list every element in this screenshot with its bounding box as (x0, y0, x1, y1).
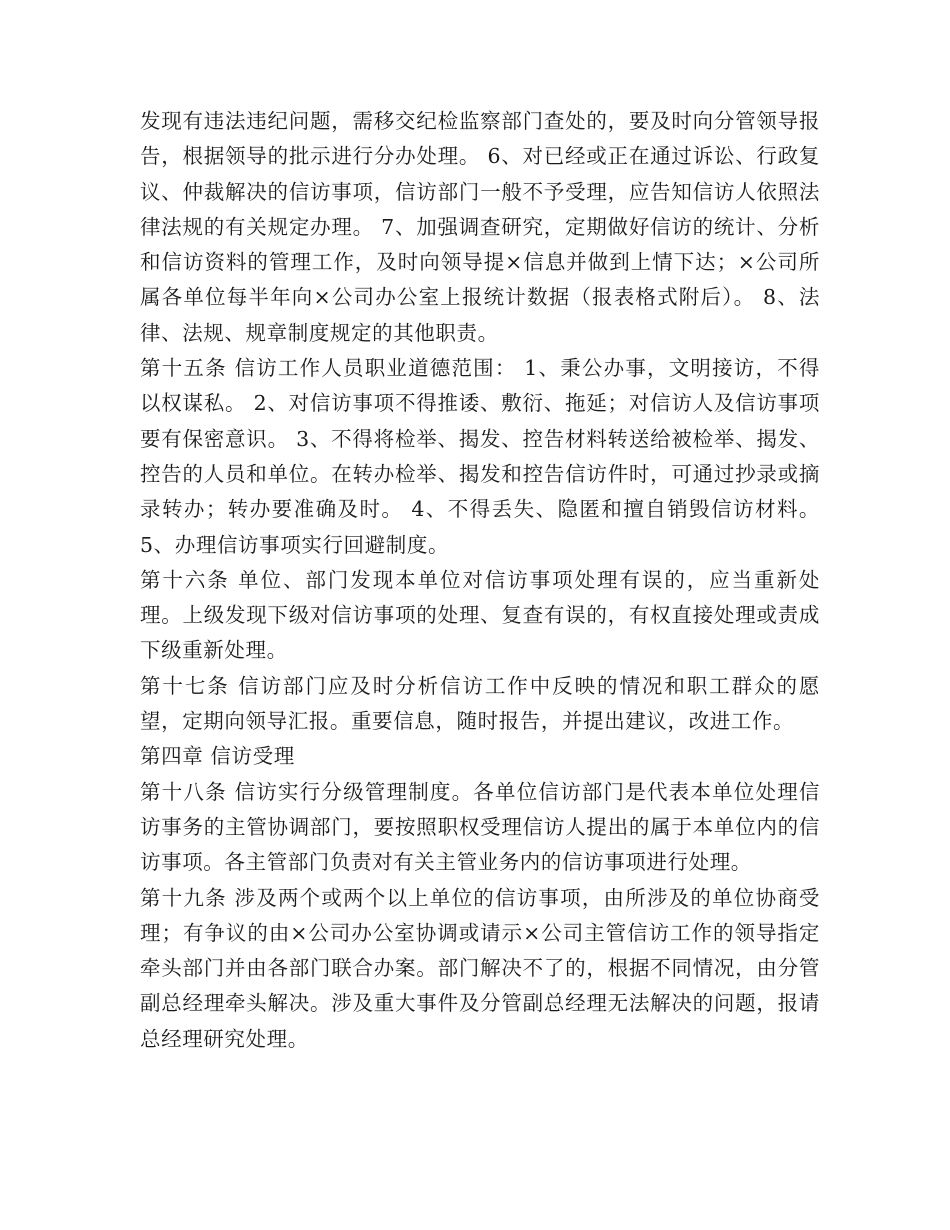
paragraph-article-19: 第十九条 涉及两个或两个以上单位的信访事项，由所涉及的单位协商受理；有争议的由×公司办公室协调或请示×公司主管信访工作的领导指定牵头部门并由各部门联合办案。部门解决不了的，根据不同情况，由分管副总经理牵头解决。涉及重大事件及分管副总经理无法解决的问题，报请总经理研究处理。 (140, 885, 820, 1051)
paragraph-article-16: 第十六条 单位、部门发现本单位对信访事项处理有误的，应当重新处理。上级发现下级对信访事项的处理、复查有误的，有权直接处理或责成下级重新处理。 (140, 567, 820, 663)
paragraph-article-18: 第十八条 信访实行分级管理制度。各单位信访部门是代表本单位处理信访事务的主管协调部门，要按照职权受理信访人提出的属于本单位内的信访事项。各主管部门负责对有关主管业务内的信访事项进行处理。 (140, 779, 820, 875)
paragraph-article-15: 第十五条 信访工作人员职业道德范围： 1、秉公办事，文明接访，不得以权谋私。 2、对信访事项不得推诿、敷衍、拖延；对信访人及信访事项要有保密意识。 3、不得将检举、揭发、控告材料转送给被检举、揭发、控告的人员和单位。在转办检举、揭发和控告信访件时，可通过抄录或摘录转办；转办要准确及时。 4、不得丢失、隐匿和擅自销毁信访材料。 5、办理信访事项实行回避制度。 (140, 356, 820, 557)
document-body (140, 104, 820, 1057)
chapter-heading-4: 第四章 信访受理 (140, 744, 295, 769)
paragraph-duties-continued: 发现有违法违纪问题，需移交纪检监察部门查处的，要及时向分管领导报告，根据领导的批示进行分办处理。 6、对已经或正在通过诉讼、行政复议、仲裁解决的信访事项，信访部门一般不予受理，应告知信访人依照法律法规的有关规定办理。 7、加强调查研究，定期做好信访的统计、分析和信访资料的管理工作，及时向领导提×信息并做到上情下达；×公司所属各单位每半年向×公司办公室上报统计数据（报表格式附后）。 8、法律、法规、规章制度规定的其他职责。 (140, 109, 820, 345)
paragraph-article-17: 第十七条 信访部门应及时分析信访工作中反映的情况和职工群众的愿望，定期向领导汇报。重要信息，随时报告，并提出建议，改进工作。 (140, 673, 820, 734)
